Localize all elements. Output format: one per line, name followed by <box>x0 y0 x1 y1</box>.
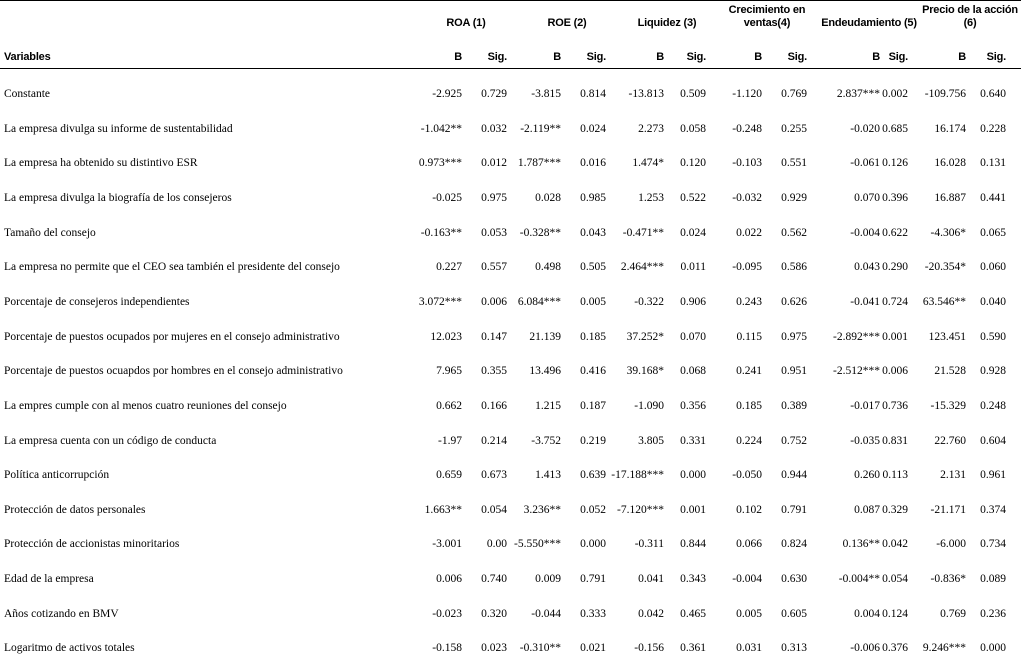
sig-cell: 0.166 <box>481 399 507 412</box>
coef-cell: -2.512*** <box>833 365 880 378</box>
coef-cell: -0.310** <box>519 642 561 655</box>
sig-cell: 0.060 <box>980 261 1006 274</box>
row-label: La empresa ha obtenido su distintivo ESR <box>4 157 198 170</box>
header-crecimiento-line2: ventas(4) <box>743 17 791 29</box>
sig-cell: 0.509 <box>680 88 706 100</box>
sig-cell: 0.313 <box>781 642 807 655</box>
coef-cell: 16.028 <box>934 157 966 170</box>
coef-cell: 0.224 <box>736 434 762 447</box>
header-crecimiento <box>717 4 817 30</box>
sig-cell: 0.906 <box>680 295 706 308</box>
sig-cell: 0.590 <box>980 330 1006 343</box>
coef-cell: -109.756 <box>924 88 966 100</box>
coef-cell: 21.528 <box>934 365 966 378</box>
coef-cell: -21.171 <box>930 503 966 516</box>
sig-cell: 0.120 <box>680 157 706 170</box>
sig-cell: 0.343 <box>680 573 706 586</box>
coef-cell: 22.760 <box>934 434 966 447</box>
sig-cell: 0.928 <box>980 365 1006 378</box>
col-sig-label: Sig. <box>986 51 1006 63</box>
col-b-label: B <box>454 51 462 63</box>
coef-cell: 0.070 <box>854 191 880 204</box>
sig-cell: 0.522 <box>680 191 706 204</box>
sig-cell: 0.053 <box>481 226 507 239</box>
coef-cell: 6.084*** <box>517 295 561 308</box>
sig-cell: 0.290 <box>882 261 908 274</box>
coef-cell: 37.252* <box>626 330 664 343</box>
table-row <box>0 642 1021 656</box>
coef-cell: -0.004 <box>732 573 762 586</box>
sig-cell: 0.729 <box>481 88 507 100</box>
coef-cell: 0.227 <box>436 261 462 274</box>
coef-cell: -3.752 <box>531 434 561 447</box>
sig-cell: 0.126 <box>882 157 908 170</box>
coef-cell: 21.139 <box>529 330 561 343</box>
sig-cell: 0.054 <box>882 573 908 586</box>
table-row <box>0 365 1021 379</box>
coef-cell: -0.050 <box>732 469 762 482</box>
coef-cell: -0.103 <box>732 157 762 170</box>
sig-cell: 0.236 <box>980 607 1006 620</box>
coef-cell: -0.471** <box>622 226 664 239</box>
coef-cell: 0.659 <box>436 469 462 482</box>
header-roe-line2: ROE (2) <box>547 17 587 29</box>
table-row <box>0 331 1021 345</box>
coef-cell: -0.322 <box>634 295 664 308</box>
coef-cell: 1.413 <box>535 469 561 482</box>
sig-cell: 0.724 <box>882 295 908 308</box>
sig-cell: 0.011 <box>680 261 706 274</box>
coef-cell: 2.837*** <box>836 88 880 100</box>
coef-cell: 0.498 <box>535 261 561 274</box>
coef-cell: -0.044 <box>531 607 561 620</box>
sig-cell: 0.622 <box>882 226 908 239</box>
header-liquidez-line2: Liquidez (3) <box>637 17 697 29</box>
sig-cell: 0.944 <box>781 469 807 482</box>
coef-cell: 0.136** <box>842 538 880 551</box>
header-endeudamiento <box>814 17 924 30</box>
sig-cell: 0.331 <box>680 434 706 447</box>
table-row <box>0 88 1021 102</box>
coef-cell: 0.028 <box>535 191 561 204</box>
coef-cell: 0.043 <box>854 261 880 274</box>
coef-cell: 0.022 <box>736 226 762 239</box>
col-sig-label: Sig. <box>787 51 807 63</box>
coef-cell: 0.087 <box>854 503 880 516</box>
sig-cell: 0.557 <box>481 261 507 274</box>
coef-cell: -1.042** <box>420 122 462 135</box>
table-row <box>0 227 1021 241</box>
sig-cell: 0.416 <box>580 365 606 378</box>
coef-cell: 1.663** <box>424 503 462 516</box>
table-row <box>0 504 1021 518</box>
coef-cell: 9.246*** <box>922 642 966 655</box>
coef-cell: -2.925 <box>432 88 462 100</box>
sig-cell: 0.734 <box>980 538 1006 551</box>
sig-cell: 0.124 <box>882 607 908 620</box>
coef-cell: 7.965 <box>436 365 462 378</box>
table-row <box>0 435 1021 449</box>
sig-cell: 0.000 <box>680 469 706 482</box>
coef-cell: 0.185 <box>736 399 762 412</box>
row-label: La empresa divulga la biografía de los consejeros <box>4 191 232 204</box>
coef-cell: -0.158 <box>432 642 462 655</box>
table-row <box>0 469 1021 483</box>
sig-cell: 0.975 <box>781 330 807 343</box>
coef-cell: 0.005 <box>736 607 762 620</box>
coef-cell: -0.035 <box>850 434 880 447</box>
row-label: Política anticorrupción <box>4 469 110 482</box>
coef-cell: 1.253 <box>638 191 664 204</box>
sig-cell: 0.054 <box>481 503 507 516</box>
coef-cell: -6.000 <box>936 538 966 551</box>
sig-cell: 0.333 <box>580 607 606 620</box>
sig-cell: 0.441 <box>980 191 1006 204</box>
coef-cell: 0.041 <box>638 573 664 586</box>
sig-cell: 0.012 <box>481 157 507 170</box>
coef-cell: 0.066 <box>736 538 762 551</box>
coef-cell: -0.156 <box>634 642 664 655</box>
sig-cell: 0.040 <box>980 295 1006 308</box>
coef-cell: 0.769 <box>940 607 966 620</box>
coef-cell: 0.009 <box>535 573 561 586</box>
coef-cell: -1.120 <box>732 88 762 100</box>
coef-cell: -1.090 <box>634 399 664 412</box>
sig-cell: 0.740 <box>481 573 507 586</box>
coef-cell: -0.836* <box>930 573 966 586</box>
coef-cell: 1.215 <box>535 399 561 412</box>
coef-cell: -20.354* <box>924 261 966 274</box>
coef-cell: -0.248 <box>732 122 762 135</box>
sig-cell: 0.824 <box>781 538 807 551</box>
sig-cell: 0.147 <box>481 330 507 343</box>
sig-cell: 0.006 <box>481 295 507 308</box>
sig-cell: 0.329 <box>882 503 908 516</box>
sig-cell: 0.685 <box>882 122 908 135</box>
coef-cell: 2.273 <box>638 122 664 135</box>
sig-cell: 0.113 <box>882 469 908 482</box>
sig-cell: 0.002 <box>882 88 908 100</box>
header-precio-line2: (6) <box>963 17 977 29</box>
sig-cell: 0.791 <box>781 503 807 516</box>
header-roe <box>517 17 617 30</box>
table-row <box>0 573 1021 587</box>
sig-cell: 0.465 <box>680 607 706 620</box>
coef-cell: -5.550*** <box>514 538 561 551</box>
coef-cell: 12.023 <box>430 330 462 343</box>
coef-cell: -0.311 <box>634 538 664 551</box>
sig-cell: 0.131 <box>980 157 1006 170</box>
sig-cell: 0.006 <box>882 365 908 378</box>
sig-cell: 0.219 <box>580 434 606 447</box>
row-label: Edad de la empresa <box>4 573 94 586</box>
coef-cell: 0.662 <box>436 399 462 412</box>
header-crecimiento-line1: Crecimiento en <box>728 4 806 16</box>
sig-cell: 0.605 <box>781 607 807 620</box>
sig-cell: 0.831 <box>882 434 908 447</box>
sig-cell: 0.791 <box>580 573 606 586</box>
header-roa <box>416 17 516 30</box>
coef-cell: -7.120*** <box>617 503 664 516</box>
sig-cell: 0.673 <box>481 469 507 482</box>
row-label: Tamaño del consejo <box>4 226 96 239</box>
sig-cell: 0.551 <box>781 157 807 170</box>
coef-cell: 16.887 <box>934 191 966 204</box>
coef-cell: 3.236** <box>523 503 561 516</box>
sig-cell: 0.736 <box>882 399 908 412</box>
sig-cell: 0.032 <box>481 122 507 135</box>
sig-cell: 0.255 <box>781 122 807 135</box>
coef-cell: -0.023 <box>432 607 462 620</box>
sig-cell: 0.058 <box>680 122 706 135</box>
sig-cell: 0.005 <box>580 295 606 308</box>
sig-cell: 0.024 <box>680 226 706 239</box>
table-row <box>0 157 1021 171</box>
coef-cell: -0.004 <box>850 226 880 239</box>
row-label: La empres cumple con al menos cuatro reuniones del consejo <box>4 399 287 412</box>
top-rule <box>0 0 1021 1</box>
sig-cell: 0.187 <box>580 399 606 412</box>
header-precio-accion <box>920 4 1020 30</box>
sig-cell: 0.065 <box>980 226 1006 239</box>
sig-cell: 0.024 <box>580 122 606 135</box>
sig-cell: 0.562 <box>781 226 807 239</box>
table-row <box>0 296 1021 310</box>
coef-cell: -0.004** <box>838 573 880 586</box>
coef-cell: -3.815 <box>531 88 561 100</box>
coef-cell: 0.243 <box>736 295 762 308</box>
row-label: Constante <box>4 88 50 100</box>
header-liquidez <box>617 17 717 30</box>
sig-cell: 0.070 <box>680 330 706 343</box>
row-label: Porcentaje de puestos ocuapdos por hombres en el consejo administrativo <box>4 365 343 378</box>
coef-cell: -2.892*** <box>833 330 880 343</box>
coef-cell: -0.328** <box>519 226 561 239</box>
sig-cell: 0.355 <box>481 365 507 378</box>
coef-cell: -0.017 <box>850 399 880 412</box>
row-label: Porcentaje de puestos ocupados por mujeres en el consejo administrativo <box>4 330 340 343</box>
coef-cell: -0.041 <box>850 295 880 308</box>
sig-cell: 0.016 <box>580 157 606 170</box>
sig-cell: 0.000 <box>580 538 606 551</box>
sig-cell: 0.042 <box>882 538 908 551</box>
row-label: La empresa cuenta con un código de conducta <box>4 434 217 447</box>
sig-cell: 0.376 <box>882 642 908 655</box>
coef-cell: -17.188*** <box>611 469 664 482</box>
sig-cell: 0.021 <box>580 642 606 655</box>
coef-cell: 0.042 <box>638 607 664 620</box>
coef-cell: 16.174 <box>934 122 966 135</box>
coef-cell: 3.072*** <box>418 295 462 308</box>
sig-cell: 0.089 <box>980 573 1006 586</box>
sig-cell: 0.630 <box>781 573 807 586</box>
sig-cell: 0.052 <box>580 503 606 516</box>
coef-cell: 2.131 <box>940 469 966 482</box>
sig-cell: 0.769 <box>781 88 807 100</box>
sig-cell: 0.951 <box>781 365 807 378</box>
table-row <box>0 538 1021 552</box>
sig-cell: 0.396 <box>882 191 908 204</box>
sig-cell: 0.185 <box>580 330 606 343</box>
sig-cell: 0.214 <box>481 434 507 447</box>
col-sig-label: Sig. <box>586 51 606 63</box>
sig-cell: 0.389 <box>781 399 807 412</box>
row-label: Logaritmo de activos totales <box>4 642 135 655</box>
col-b-label: B <box>656 51 664 63</box>
row-label: La empresa no permite que el CEO sea también el presidente del consejo <box>4 261 340 274</box>
coef-cell: 0.102 <box>736 503 762 516</box>
table-row <box>0 192 1021 206</box>
sig-cell: 0.814 <box>580 88 606 100</box>
coef-cell: 1.474* <box>632 157 664 170</box>
col-b-label: B <box>872 51 880 63</box>
coef-cell: 13.496 <box>529 365 561 378</box>
row-label: Protección de accionistas minoritarios <box>4 538 180 551</box>
row-label: Protección de datos personales <box>4 503 146 516</box>
table-row <box>0 608 1021 622</box>
table-row <box>0 123 1021 137</box>
sig-cell: 0.356 <box>680 399 706 412</box>
coef-cell: 2.464*** <box>620 261 664 274</box>
row-label: Porcentaje de consejeros independientes <box>4 295 190 308</box>
coef-cell: -4.306* <box>930 226 966 239</box>
coef-cell: 3.805 <box>638 434 664 447</box>
sig-cell: 0.043 <box>580 226 606 239</box>
coef-cell: 39.168* <box>626 365 664 378</box>
header-variables: Variables <box>4 51 51 63</box>
row-label: Años cotizando en BMV <box>4 607 119 620</box>
coef-cell: -13.813 <box>628 88 664 100</box>
coef-cell: 123.451 <box>928 330 966 343</box>
coef-cell: -0.095 <box>732 261 762 274</box>
sig-cell: 0.752 <box>781 434 807 447</box>
sig-cell: 0.320 <box>481 607 507 620</box>
coef-cell: -0.006 <box>850 642 880 655</box>
sig-cell: 0.640 <box>980 88 1006 100</box>
sig-cell: 0.639 <box>580 469 606 482</box>
sig-cell: 0.068 <box>680 365 706 378</box>
sig-cell: 0.586 <box>781 261 807 274</box>
sig-cell: 0.000 <box>980 642 1006 655</box>
sig-cell: 0.975 <box>481 191 507 204</box>
coef-cell: -2.119** <box>520 122 561 135</box>
coef-cell: -0.020 <box>850 122 880 135</box>
col-sig-label: Sig. <box>686 51 706 63</box>
sig-cell: 0.844 <box>680 538 706 551</box>
sig-cell: 0.001 <box>680 503 706 516</box>
row-label: La empresa divulga su informe de sustentabilidad <box>4 122 233 135</box>
sig-cell: 0.505 <box>580 261 606 274</box>
col-b-label: B <box>958 51 966 63</box>
header-endeudamiento-line2: Endeudamiento (5) <box>821 17 917 29</box>
header-rule <box>0 68 1021 69</box>
header-roa-line2: ROA (1) <box>446 17 486 29</box>
sig-cell: 0.00 <box>486 538 507 551</box>
table-row <box>0 261 1021 275</box>
coef-cell: 63.546** <box>922 295 966 308</box>
sig-cell: 0.023 <box>481 642 507 655</box>
sig-cell: 0.961 <box>980 469 1006 482</box>
coef-cell: -0.025 <box>432 191 462 204</box>
coef-cell: 1.787*** <box>517 157 561 170</box>
sig-cell: 0.604 <box>980 434 1006 447</box>
table-row <box>0 400 1021 414</box>
col-sig-label: Sig. <box>487 51 507 63</box>
col-b-label: B <box>754 51 762 63</box>
coef-cell: 0.004 <box>854 607 880 620</box>
sig-cell: 0.374 <box>980 503 1006 516</box>
sig-cell: 0.228 <box>980 122 1006 135</box>
col-b-label: B <box>553 51 561 63</box>
sig-cell: 0.001 <box>882 330 908 343</box>
header-precio-line1: Precio de la acción <box>922 4 1018 16</box>
col-sig-label: Sig. <box>888 51 908 63</box>
coef-cell: -15.329 <box>930 399 966 412</box>
coef-cell: -0.032 <box>732 191 762 204</box>
sig-cell: 0.985 <box>580 191 606 204</box>
sig-cell: 0.361 <box>680 642 706 655</box>
coef-cell: 0.031 <box>736 642 762 655</box>
coef-cell: 0.115 <box>736 330 762 343</box>
coef-cell: -1.97 <box>438 434 462 447</box>
sig-cell: 0.929 <box>781 191 807 204</box>
coef-cell: 0.006 <box>436 573 462 586</box>
sig-cell: 0.248 <box>980 399 1006 412</box>
sig-cell: 0.626 <box>781 295 807 308</box>
coef-cell: 0.973*** <box>418 157 462 170</box>
coef-cell: -0.163** <box>420 226 462 239</box>
coef-cell: -3.001 <box>432 538 462 551</box>
coef-cell: 0.260 <box>854 469 880 482</box>
coef-cell: 0.241 <box>736 365 762 378</box>
coef-cell: -0.061 <box>850 157 880 170</box>
